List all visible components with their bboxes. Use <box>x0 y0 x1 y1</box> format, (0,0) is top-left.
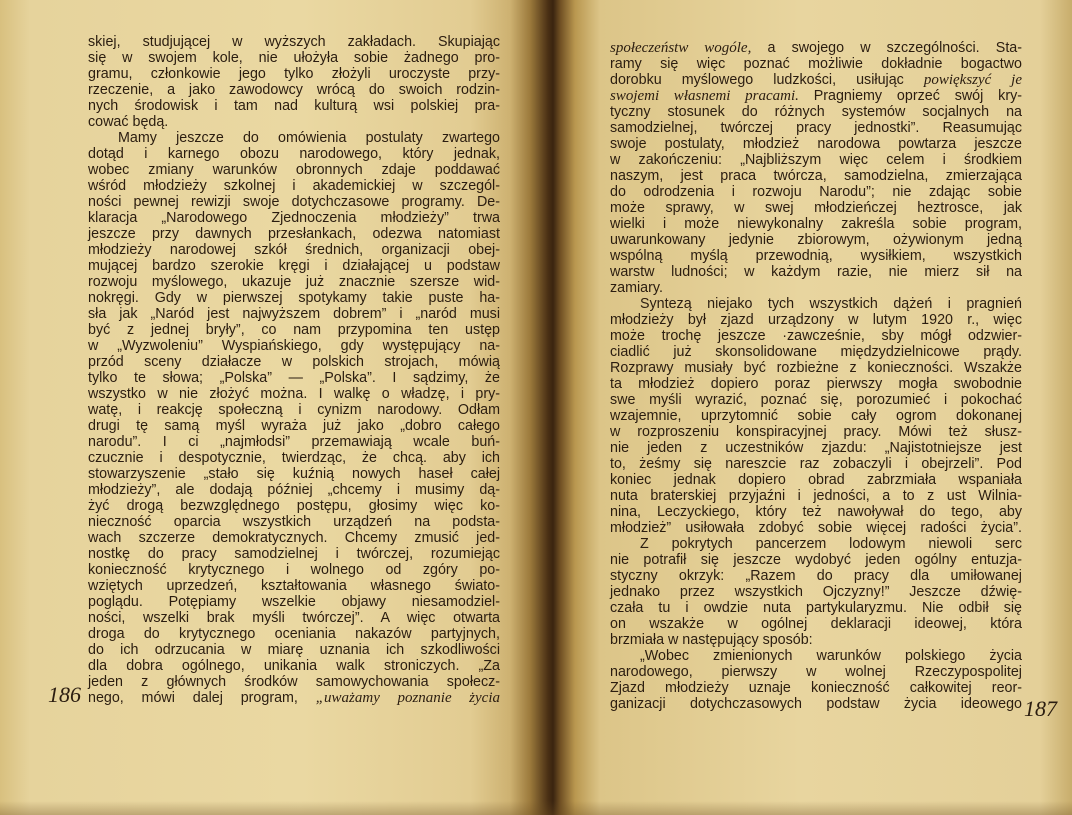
text-segment: stowarzyszenie „stało się kuźnią nowych haseł całej <box>88 466 500 482</box>
left-page-text <box>88 34 500 706</box>
text-segment: uwarunkowany jedynie zbiorowym, ożywionym jedną <box>610 232 1022 248</box>
text-line <box>88 258 500 274</box>
text-segment: wśród młodzieży szkolnej i akademickiej w szczegól- <box>88 178 500 194</box>
text-segment: Rozprawy musiały być rozbieżne z konieczności. Wszakże <box>610 360 1022 376</box>
text-line <box>88 210 500 226</box>
text-line <box>610 120 1022 136</box>
text-line <box>610 600 1022 616</box>
text-line <box>88 482 500 498</box>
text-line <box>88 450 500 466</box>
text-line <box>610 536 1022 552</box>
text-segment: skiej, studjującej w wyższych zakładach. Skupiając <box>88 34 500 50</box>
text-line <box>88 66 500 82</box>
text-segment: do odrodzenia i rozwoju Narodu”; nie zdając sobie <box>610 184 1022 200</box>
text-segment: samodzielnej, twórczej pracy jednostki”. Reasumując <box>610 120 1022 136</box>
text-segment: Syntezą niejako tych wszystkich dążeń i pragnień <box>640 296 1022 312</box>
text-segment: nostkę do pracy samodzielnej i twórczej, rozumiejąc <box>88 546 500 562</box>
text-line <box>88 178 500 194</box>
text-line <box>88 546 500 562</box>
text-line <box>610 56 1022 72</box>
text-segment: może trochę jeszcze ·zawcześnie, sby mógł odzwier- <box>610 328 1022 344</box>
text-line <box>610 472 1022 488</box>
text-line <box>88 370 500 386</box>
text-line <box>88 418 500 434</box>
text-segment: jednako przez wszystkich Ojczyzny!” Jeszcze dźwię- <box>610 584 1022 600</box>
text-line <box>88 354 500 370</box>
text-segment: nieczność oparcia wszystkich urządzeń na podsta- <box>88 514 500 530</box>
text-segment: ramy się więc poznać możliwie dokładnie bogactwo <box>610 56 1022 72</box>
text-line <box>610 456 1022 472</box>
text-line <box>610 72 1022 88</box>
text-segment: „Wobec zmienionych warunków polskiego życia <box>640 648 1022 664</box>
text-segment: młodzież” usiłowała zdobyć sobie więcej radości życia”. <box>610 520 1022 536</box>
text-line <box>88 322 500 338</box>
text-segment: to, żeśmy się nareszcie raz zobaczyli i obejrzeli”. Pod <box>610 456 1022 472</box>
text-line <box>88 658 500 674</box>
text-line <box>88 226 500 242</box>
text-segment: swe myśli wyrazić, poznać się, porozumieć i pokochać <box>610 392 1022 408</box>
text-segment: ciadlić już skonsolidowane międzydzielnicowe prądy. <box>610 344 1022 360</box>
text-line <box>88 386 500 402</box>
text-line <box>88 674 500 690</box>
text-segment: czała tu i owdzie nuta partykularyzmu. Nie odbił się <box>610 600 1022 616</box>
text-segment: nie potrafił się jeszcze wydobyć jeden ogólny entuzja- <box>610 552 1022 568</box>
text-segment: brzmiała w następujący sposób: <box>610 632 813 648</box>
text-line <box>610 504 1022 520</box>
text-segment: tyczny stosunek do różnych systemów socjalnych na <box>610 104 1022 120</box>
text-segment: narodowego, pierwszy w wolnej Rzeczypospolitej <box>610 664 1022 680</box>
text-line <box>610 312 1022 328</box>
text-segment: ta młodzież dopiero poraz pierwszy mogła swobodnie <box>610 376 1022 392</box>
text-segment: ności pewnej rewizji swoje dotychczasowe programy. De- <box>88 194 500 210</box>
text-segment: dla dobra ogólnego, unikania walk stroniczych. „Za <box>88 658 500 674</box>
text-segment: konieczność krytycznego i wolnego od zgóry po- <box>88 562 500 578</box>
text-segment: nie jeden z uczestników zjazdu: „Najistotniejsze jest <box>610 440 1022 456</box>
text-line <box>610 616 1022 632</box>
text-segment: nina, Leczyckiego, który też nawoływał do tego, aby <box>610 504 1022 520</box>
text-segment: zamiary. <box>610 280 663 296</box>
text-line <box>610 280 1022 296</box>
text-line <box>610 344 1022 360</box>
text-line <box>88 114 500 130</box>
text-line <box>88 242 500 258</box>
text-segment: w zakończeniu: „Najbliższym więc celem i środkiem <box>610 152 1022 168</box>
text-segment: młodzieży był zjazd urządzony w lutym 1920 r., więc <box>610 312 1022 328</box>
text-segment: dorobku myślowego ludzkości, usiłując <box>610 72 924 88</box>
text-line <box>88 578 500 594</box>
text-line <box>610 584 1022 600</box>
text-segment: być z jednej bryły”, co nam przypomina ten ustęp <box>88 322 500 338</box>
text-segment: czucznie i despotycznie, twierdząc, że chcą. aby ich <box>88 450 500 466</box>
text-line <box>610 392 1022 408</box>
text-segment: przód sceny działacze w polskich strojach, mówią <box>88 354 500 370</box>
text-segment: w rozproszeniu konspiracyjnej pracy. Mówi też słusz- <box>610 424 1022 440</box>
text-segment: warstw ludności; w każdym razie, nie mierz sił na <box>610 264 1022 280</box>
text-segment: jeszcze przy dawnych przesłankach, odezwa natomiast <box>88 226 500 242</box>
text-line <box>610 376 1022 392</box>
text-line <box>88 34 500 50</box>
text-segment: nokręgi. Gdy w pierwszej spotykamy takie puste ha- <box>88 290 500 306</box>
text-line <box>610 424 1022 440</box>
text-segment: nuta braterskiej przyjaźni i jedności, a to z ust Wilnia- <box>610 488 1022 504</box>
text-line <box>88 530 500 546</box>
text-segment: młodzieży narodowej szkół średnich, organizacji obej- <box>88 242 500 258</box>
text-segment: dotąd i karnego obozu narodowego, który jednak, <box>88 146 500 162</box>
text-line <box>88 402 500 418</box>
text-segment: rzeczenie, a jako zawodowcy wrócą do swoich rodzin- <box>88 82 500 98</box>
text-line <box>88 434 500 450</box>
text-line <box>88 642 500 658</box>
text-segment: Mamy jeszcze do omówienia postulaty zwartego <box>118 130 500 146</box>
text-line <box>610 88 1022 104</box>
text-segment: drugi tę samą myśl wyraża już jako „dobro całego <box>88 418 500 434</box>
text-line <box>610 216 1022 232</box>
text-segment: mującej bardzo szerokie kręgi i działającej u podstaw <box>88 258 500 274</box>
text-segment: sła jak „Naród jest najwyższem dobrem” i „naród musi <box>88 306 500 322</box>
text-line <box>88 130 500 146</box>
text-segment: wach szczerze demokratycznych. Chcemy zmusić jed- <box>88 530 500 546</box>
text-segment: koniec jednak dopiero obrad zabrzmiała wspaniała <box>610 472 1022 488</box>
text-line <box>610 296 1022 312</box>
text-segment: nych środowisk i tam nad kulturą wsi polskiej pra- <box>88 98 500 114</box>
text-line <box>88 562 500 578</box>
text-line <box>88 274 500 290</box>
text-segment: rozwoju myślowego, ukazuje już znacznie szersze wid- <box>88 274 500 290</box>
text-line <box>610 648 1022 664</box>
text-line <box>610 520 1022 536</box>
right-page-text <box>610 40 1022 712</box>
text-segment: a swojego w szczególności. Sta- <box>751 40 1022 56</box>
text-line <box>88 194 500 210</box>
text-segment: ności, wszelki brak myśli twórczej”. A więc otwarta <box>88 610 500 626</box>
text-line <box>88 466 500 482</box>
text-line <box>610 664 1022 680</box>
text-line <box>88 306 500 322</box>
text-line <box>610 248 1022 264</box>
text-line <box>610 552 1022 568</box>
text-segment: wspólną myślą przewodnią, wysiłkiem, wszystkich <box>610 248 1022 264</box>
text-segment: do ich odrzucania w miarę uznania ich szkodliwości <box>88 642 500 658</box>
text-segment: może sprawy, w swej młodzieńczej heztrosce, jak <box>610 200 1022 216</box>
text-segment: wszystko w nie złożyć można. I walkę o władzę, i pry- <box>88 386 500 402</box>
text-line <box>88 498 500 514</box>
text-line <box>610 440 1022 456</box>
text-segment: cować będą. <box>88 114 169 130</box>
text-segment: naszym, jest praca twórcza, samodzielna, zmierzająca <box>610 168 1022 184</box>
text-segment: styczny okrzyk: „Razem do pracy dla umiłowanej <box>610 568 1022 584</box>
italic-text: swojemi własnemi pracami. <box>610 88 799 104</box>
text-line <box>610 408 1022 424</box>
text-line <box>610 680 1022 696</box>
text-line <box>610 488 1022 504</box>
text-line <box>88 82 500 98</box>
text-segment: Zjazd młodzieży uznaje konieczność całkowitej reor- <box>610 680 1022 696</box>
text-segment: swoje postulaty, młodzież narodowa powtarza jeszcze <box>610 136 1022 152</box>
text-segment: tylko te słowa; „Polska” — „Polska”. I sądzimy, że <box>88 370 500 386</box>
text-line <box>88 290 500 306</box>
text-segment: narodu”. I ci „najmłodsi” przemawiają wcale buń- <box>88 434 500 450</box>
text-segment: klaracja „Narodowego Zjednoczenia młodzieży” trwa <box>88 210 500 226</box>
text-segment: droga do krytycznego oceniania nakazów partyjnych, <box>88 626 500 642</box>
page-number-left: 186 <box>48 682 81 707</box>
text-segment: jeden z głównych środków samowychowania społecz- <box>88 674 500 690</box>
text-segment: wziętych uprzedzeń, kształtowania własnego świato- <box>88 578 500 594</box>
text-line <box>610 696 1022 712</box>
text-segment: żyć drogą bezwzględnego postępu, głosimy więc ko- <box>88 498 500 514</box>
text-line <box>88 610 500 626</box>
text-segment: nego, mówi dalej program, <box>88 690 316 706</box>
text-line <box>610 264 1022 280</box>
text-line <box>610 328 1022 344</box>
text-line <box>610 232 1022 248</box>
text-line <box>610 360 1022 376</box>
text-line <box>88 690 500 706</box>
text-line <box>610 568 1022 584</box>
text-segment: wzajemnie, uprzytomnić sobie cały ogrom dokonanej <box>610 408 1022 424</box>
text-segment: młodzieży”, ale dodają później „chcemy i musimy dą- <box>88 482 500 498</box>
text-segment: gramu, członkowie jego tylko złożyli uroczyste przy- <box>88 66 500 82</box>
italic-text: „uważamy poznanie życia <box>315 690 500 706</box>
text-segment: się w swojem kole, nie ułożyła sobie żadnego pro- <box>88 50 500 66</box>
italic-text: powiększyć je <box>923 72 1022 88</box>
text-line <box>610 632 1022 648</box>
text-line <box>610 200 1022 216</box>
text-segment: watę, i reakcję społeczną i cynizm narodowy. Odłam <box>88 402 500 418</box>
text-segment: wielki i może niewykonalny zakreśla sobie program, <box>610 216 1022 232</box>
text-line <box>88 146 500 162</box>
italic-text: społeczeństw wogóle, <box>610 40 752 56</box>
text-line <box>88 98 500 114</box>
text-line <box>610 152 1022 168</box>
text-line <box>610 136 1022 152</box>
text-segment: wobec zmiany warunków obronnych zdaje poddawać <box>88 162 500 178</box>
text-line <box>88 162 500 178</box>
text-segment: Z pokrytych pancerzem lodowym niewoli serc <box>640 536 1022 552</box>
text-line <box>88 594 500 610</box>
text-line <box>610 40 1022 56</box>
text-line <box>88 50 500 66</box>
text-segment: poglądu. Potępiamy wszelkie objawy niesamodziel- <box>88 594 500 610</box>
text-line <box>88 626 500 642</box>
text-segment: ganizacji dotychczasowych podstaw życia ideowego <box>610 696 1022 712</box>
text-line <box>88 338 500 354</box>
text-line <box>610 184 1022 200</box>
text-segment: on wszakże w ogólnej deklaracji ideowej, która <box>610 616 1022 632</box>
text-line <box>610 168 1022 184</box>
text-segment: w „Wyzwoleniu” Wyspiańskiego, gdy występujący na- <box>88 338 500 354</box>
text-line <box>88 514 500 530</box>
text-segment: Pragniemy oprzeć swój kry- <box>798 88 1022 104</box>
text-line <box>610 104 1022 120</box>
page-number-right: 187 <box>1024 696 1057 721</box>
